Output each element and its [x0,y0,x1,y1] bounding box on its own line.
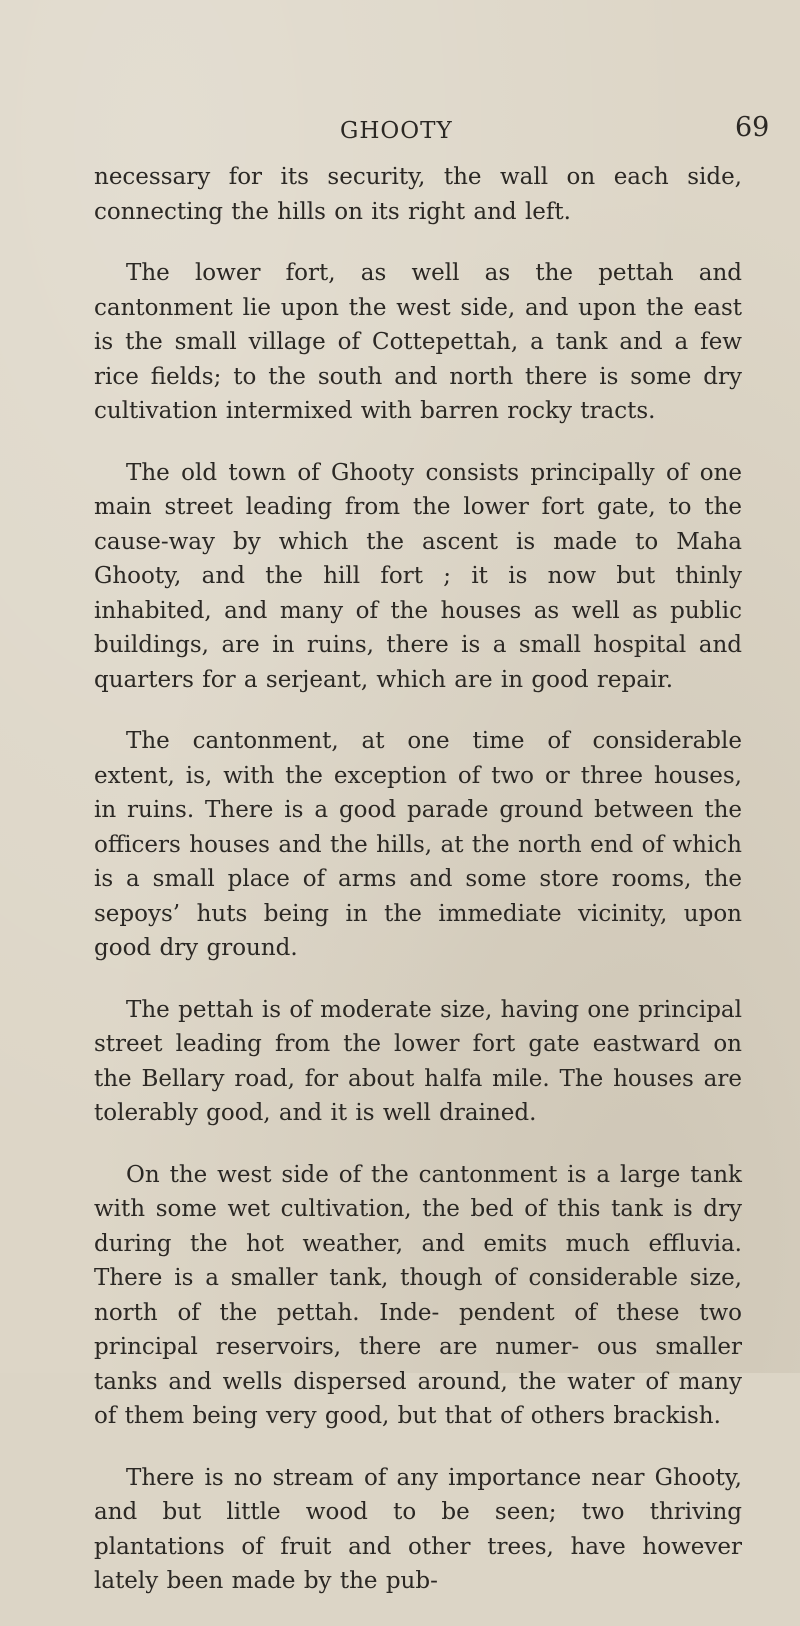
page-body [94,160,742,1626]
paragraph: There is no stream of any importance near Ghooty, and but little wood to be seen; two thriving plantations of fruit and other trees, have however lately been made by the pub- [94,1464,742,1594]
page-header [0,112,800,152]
paragraph: On the west side of the cantonment is a large tank with some wet cultivation, the bed of this tank is dry during the hot weather, and emits much effluvia. There is a smaller tank, though of considerable size, north of the pettah. Inde- pendent of these two principal reservoirs, there are numer- ous smaller tanks and wells dispersed around, the water of many of them being very good, but that of others brackish. [94,1161,742,1429]
paragraph: The old town of Ghooty consists principally of one main street leading from the lower fort gate, to the cause-way by which the ascent is made to Maha Ghooty, and the hill fort ; it is now but thinly inhabited, and many of the houses as well as public buildings, are in ruins, there is a small hospital and quarters for a serjeant, which are in good repair. [94,459,742,693]
page-number: 69 [735,112,770,143]
running-head: GHOOTY [340,118,453,144]
paragraph: The cantonment, at one time of considerable extent, is, with the exception of two or three houses, in ruins. There is a good parade ground between the officers houses and the hills, at the north end of which is a small place of arms and some store rooms, the sepoys’ huts being in the immediate vicinity, upon good dry ground. [94,728,742,961]
paragraph: The pettah is of moderate size, having one principal street leading from the lower fort gate eastward on the Bellary road, for about halfa mile. The houses are tolerably good, and it is well drained. [94,996,742,1126]
paragraph: necessary for its security, the wall on each side, connecting the hills on its right and left. [94,164,742,225]
paragraph: The lower fort, as well as the pettah and cantonment lie upon the west side, and upon the east is the small village of Cottepettah, a tank and a few rice fields; to the south and north there is some dry cultivation intermixed with barren rocky tracts. [94,260,742,424]
